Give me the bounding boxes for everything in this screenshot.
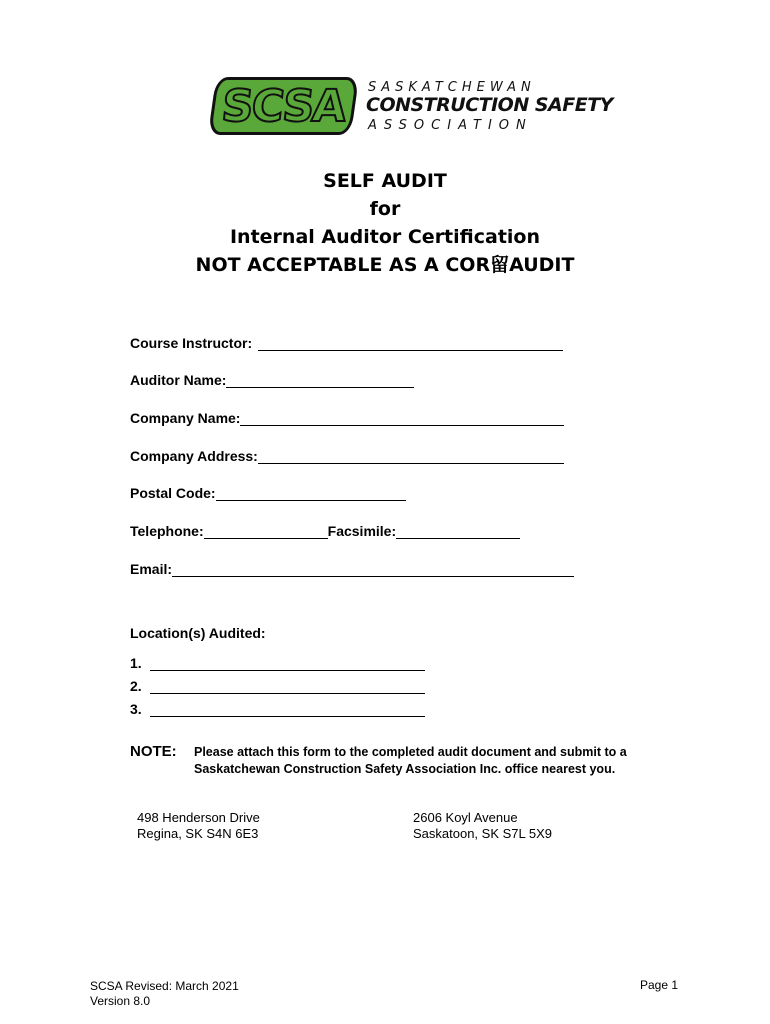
email-field (130, 561, 574, 577)
location-number-2: 2. (130, 678, 142, 694)
title-line-2: for (369, 198, 401, 220)
email-label: Email: (130, 561, 173, 577)
company-address-input[interactable] (258, 449, 564, 464)
note-label: NOTE: (130, 743, 177, 760)
course-instructor-input[interactable] (258, 336, 563, 351)
postal-code-field (130, 485, 406, 501)
email-input[interactable] (172, 562, 574, 577)
logo-line-association: ASSOCIATION (368, 118, 533, 133)
telephone-input[interactable] (204, 524, 328, 539)
course-instructor-label: Course Instructor: (130, 335, 253, 351)
footer-revised-date: SCSA Revised: March 2021 (90, 979, 239, 993)
company-name-input[interactable] (240, 411, 564, 426)
location-input-2[interactable] (150, 679, 425, 694)
postal-code-label: Postal Code: (130, 485, 216, 501)
title-line-4: NOT ACCEPTABLE AS A COR留AUDIT (195, 254, 575, 276)
locations-audited-label: Location(s) Audited: (130, 625, 266, 641)
facsimile-label: Facsimile: (327, 523, 397, 539)
logo-line-construction-safety: CONSTRUCTION SAFETY (366, 94, 613, 116)
footer-revision (90, 979, 239, 1009)
title-line-3: Internal Auditor Certification (229, 226, 540, 248)
location-input-1[interactable] (150, 656, 425, 671)
location-input-3[interactable] (150, 702, 425, 717)
regina-office-address (137, 810, 260, 842)
telephone-facsimile-field (130, 523, 520, 539)
location-row-1 (130, 655, 425, 671)
saskatoon-street: 2606 Koyl Avenue (413, 810, 518, 825)
location-number-3: 3. (130, 701, 142, 717)
telephone-label: Telephone: (130, 523, 204, 539)
postal-code-input[interactable] (216, 486, 406, 501)
logo-line-saskatchewan: SASKATCHEWAN (368, 80, 536, 95)
note-text: Please attach this form to the completed audit document and submit to a Saskatchewan Construction Safety Association Inc. office nearest you. (194, 745, 627, 776)
logo-acronym: SCSA (219, 80, 348, 132)
company-address-label: Company Address: (130, 448, 258, 464)
facsimile-input[interactable] (396, 524, 520, 539)
footer-version: Version 8.0 (90, 994, 151, 1008)
scsa-logo-mark (208, 77, 359, 135)
course-instructor-field (130, 335, 563, 351)
regina-street: 498 Henderson Drive (137, 810, 260, 825)
company-name-field (130, 410, 564, 426)
company-name-label: Company Name: (130, 410, 241, 426)
regina-city: Regina, SK S4N 6E3 (137, 826, 259, 841)
location-row-3 (130, 701, 425, 717)
title-line-1: SELF AUDIT (323, 170, 447, 192)
page-number: Page 1 (640, 978, 679, 992)
location-number-1: 1. (130, 655, 142, 671)
document-title (0, 167, 770, 279)
saskatoon-city: Saskatoon, SK S7L 5X9 (413, 826, 553, 841)
auditor-name-label: Auditor Name: (130, 372, 227, 388)
auditor-name-input[interactable] (226, 373, 414, 388)
location-row-2 (130, 678, 425, 694)
auditor-name-field (130, 372, 414, 388)
saskatoon-office-address (413, 810, 552, 842)
company-address-field (130, 448, 564, 464)
